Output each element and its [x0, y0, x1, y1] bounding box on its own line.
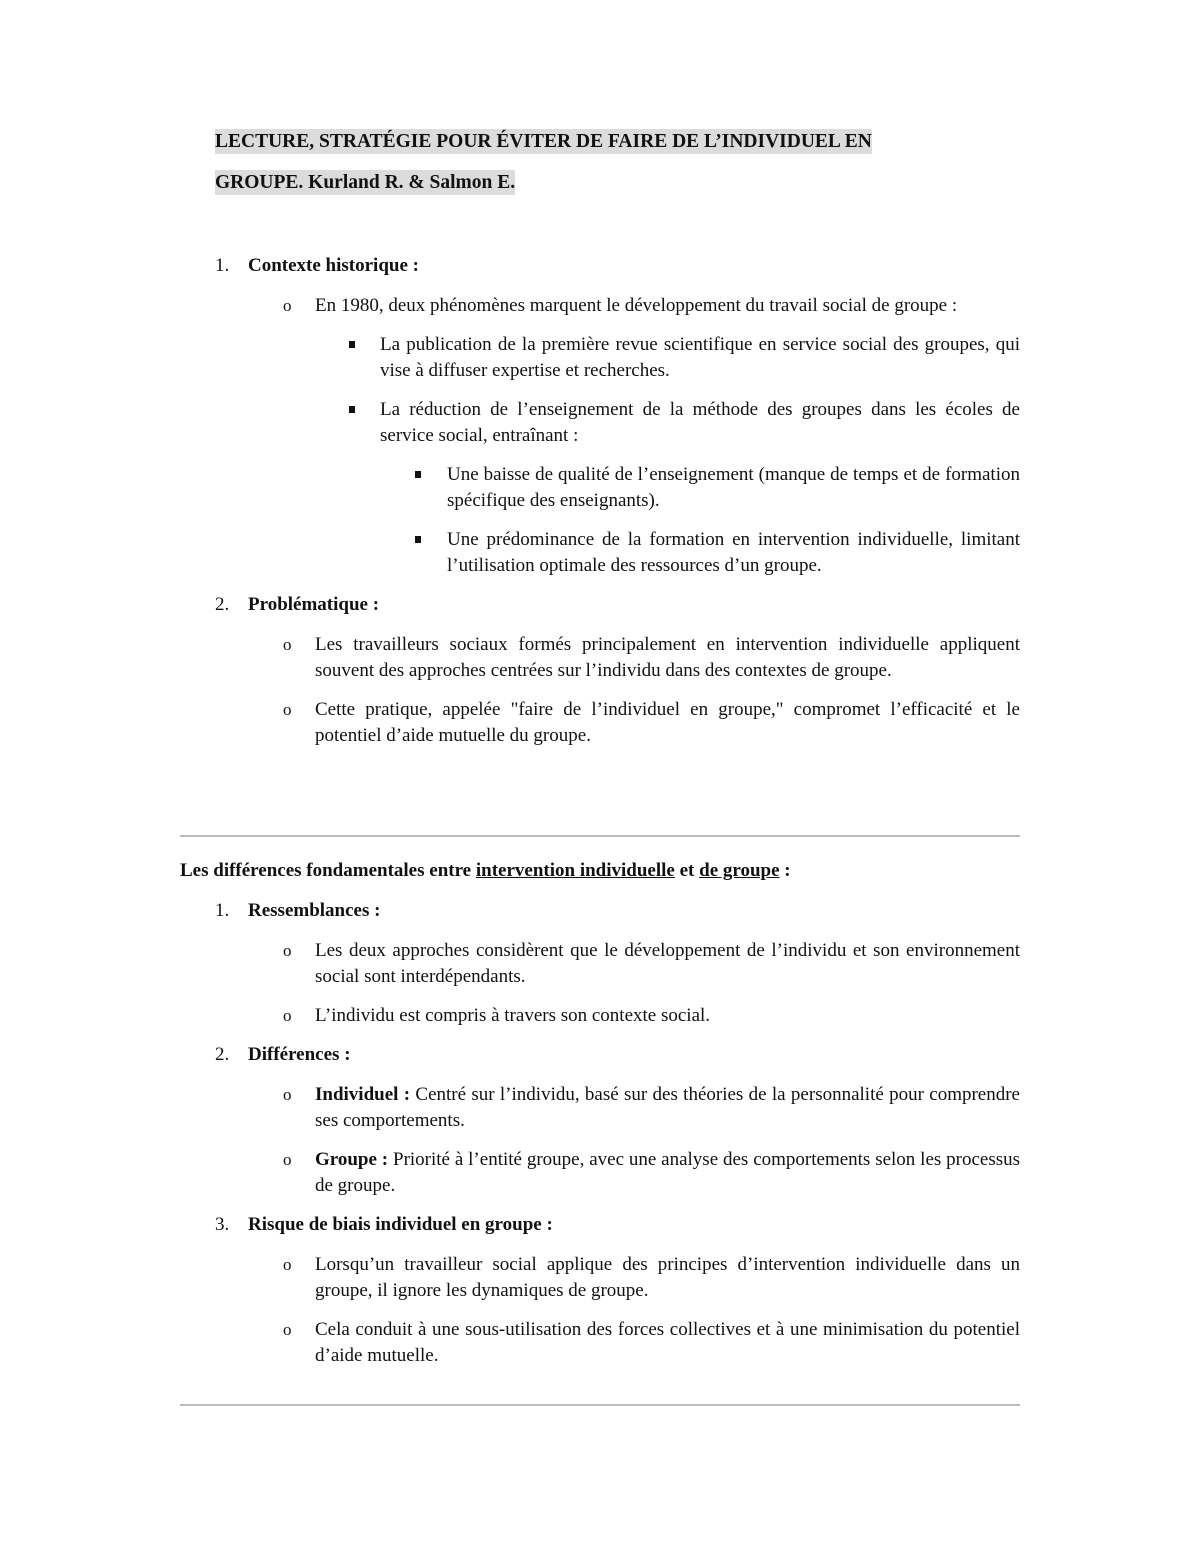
- list-item: La publication de la première revue scientifique en service social des groupes, qui vise à diffuser expertise et recherches.: [180, 332, 1020, 384]
- list-item: o Les travailleurs sociaux formés principalement en intervention individuelle appliquent souvent des approches centrées sur l’individu dans des contextes de groupe.: [283, 634, 1020, 681]
- list-item-heading: 1. Contexte historique :: [215, 255, 419, 276]
- list-item-heading: 2. Différences :: [215, 1044, 351, 1065]
- section-context: [180, 253, 1020, 762]
- circle-bullet-icon: o: [283, 1320, 292, 1339]
- list-item: o Cela conduit à une sous-utilisation des forces collectives et à une minimisation du potentiel d’aide mutuelle.: [283, 1319, 1020, 1366]
- circle-bullet-icon: o: [283, 1255, 292, 1274]
- list-item-heading: 1. Ressemblances :: [215, 900, 381, 921]
- list-item: o En 1980, deux phénomènes marquent le développement du travail social de groupe :: [180, 293, 1020, 319]
- circle-bullet-icon: o: [283, 296, 292, 315]
- section-heading: Les différences fondamentales entre intervention individuelle et de groupe :: [180, 860, 791, 881]
- square-bullet-icon: [415, 536, 421, 543]
- list-item: o Cette pratique, appelée "faire de l’individuel en groupe," compromet l’efficacité et le potentiel d’aide mutuelle du groupe.: [283, 699, 1020, 746]
- title-line-1: LECTURE, STRATÉGIE POUR ÉVITER DE FAIRE DE L’INDIVIDUEL EN: [215, 131, 872, 152]
- circle-bullet-icon: o: [283, 635, 292, 654]
- divider: [180, 1404, 1020, 1406]
- list-item: o Les deux approches considèrent que le développement de l’individu et son environnement social sont interdépendants.: [283, 940, 1020, 987]
- circle-bullet-icon: o: [283, 700, 292, 719]
- title-line-2: GROUPE. Kurland R. & Salmon E.: [215, 172, 516, 193]
- square-bullet-icon: [349, 406, 355, 413]
- list-item: Une prédominance de la formation en intervention individuelle, limitant l’utilisation optimale des ressources d’un groupe.: [180, 527, 1020, 579]
- section-differences: [180, 858, 1020, 1382]
- circle-bullet-icon: o: [283, 941, 292, 960]
- list-item: La réduction de l’enseignement de la méthode des groupes dans les écoles de service social, entraînant :: [180, 397, 1020, 449]
- list-item: o Lorsqu’un travailleur social applique des principes d’intervention individuelle dans un groupe, il ignore les dynamiques de groupe.: [283, 1254, 1020, 1301]
- list-item: Une baisse de qualité de l’enseignement (manque de temps et de formation spécifique des enseignants).: [180, 462, 1020, 514]
- list-item: o Individuel : Centré sur l’individu, basé sur des théories de la personnalité pour comprendre ses comportements.: [283, 1084, 1020, 1131]
- square-bullet-icon: [349, 341, 355, 348]
- circle-bullet-icon: o: [283, 1006, 292, 1025]
- list-item-heading: 3. Risque de biais individuel en groupe :: [215, 1214, 553, 1235]
- circle-bullet-icon: o: [283, 1085, 292, 1104]
- square-bullet-icon: [415, 471, 421, 478]
- circle-bullet-icon: o: [283, 1150, 292, 1169]
- list-item-heading: 2. Problématique :: [215, 594, 380, 615]
- list-item: o Groupe : Priorité à l’entité groupe, avec une analyse des comportements selon les processus de groupe.: [283, 1149, 1021, 1196]
- document-title: [215, 128, 1015, 196]
- divider: [180, 835, 1020, 837]
- list-item: o L’individu est compris à travers son contexte social.: [180, 1003, 1020, 1029]
